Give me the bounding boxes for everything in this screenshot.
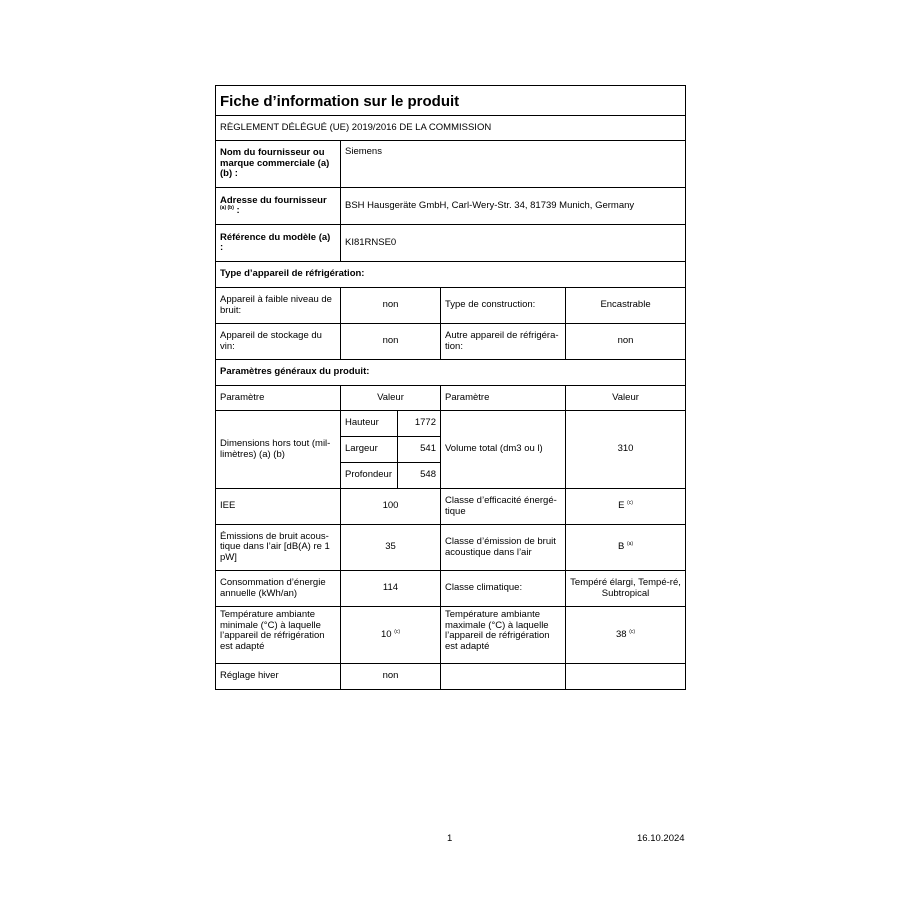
empty-cell bbox=[566, 664, 686, 690]
noise-emission-value: 35 bbox=[341, 525, 441, 571]
supplier-address-label: Adresse du fournisseur $^{(a) (b)}$ : bbox=[216, 188, 341, 225]
product-information-sheet bbox=[215, 85, 685, 690]
min-ambient-temp-value: 10 $^{(c)}$ bbox=[341, 607, 441, 664]
noise-class-value: B $^{(a)}$ bbox=[566, 525, 686, 571]
noise-emission-label: Émissions de bruit acous-tique dans l’air [dB(A) re 1 pW] bbox=[216, 525, 341, 571]
low-noise-label: Appareil à faible niveau de bruit: bbox=[216, 288, 341, 324]
supplier-name-label: Nom du fournisseur ou marque commerciale (a) (b) : bbox=[216, 141, 341, 188]
column-header-value-2: Valeur bbox=[566, 386, 686, 411]
product-sheet-table bbox=[215, 85, 686, 690]
appliance-type-heading: Type d’appareil de réfrigération: bbox=[216, 262, 686, 288]
general-params-heading: Paramètres généraux du produit: bbox=[216, 360, 686, 386]
page-title: Fiche d’information sur le produit bbox=[216, 86, 686, 116]
wine-storage-value: non bbox=[341, 324, 441, 360]
other-appliance-label: Autre appareil de réfrigéra-tion: bbox=[441, 324, 566, 360]
width-label: Largeur bbox=[341, 437, 398, 463]
energy-consumption-label: Consommation d’énergie annuelle (kWh/an) bbox=[216, 571, 341, 607]
supplier-name-value: Siemens bbox=[341, 141, 686, 188]
regulation-text: RÈGLEMENT DÉLÉGUÉ (UE) 2019/2016 DE LA COMMISSION bbox=[216, 116, 686, 141]
energy-class-label: Classe d’efficacité énergé-tique bbox=[441, 489, 566, 525]
height-label: Hauteur bbox=[341, 411, 398, 437]
energy-consumption-value: 114 bbox=[341, 571, 441, 607]
construction-type-label: Type de construction: bbox=[441, 288, 566, 324]
max-ambient-temp-value: 38 $^{(c)}$ bbox=[566, 607, 686, 664]
energy-class-value: E $^{(c)}$ bbox=[566, 489, 686, 525]
page-number: 1 bbox=[447, 833, 453, 844]
total-volume-label: Volume total (dm3 ou l) bbox=[441, 411, 566, 489]
column-header-value: Valeur bbox=[341, 386, 441, 411]
construction-type-value: Encastrable bbox=[566, 288, 686, 324]
depth-label: Profondeur bbox=[341, 463, 398, 489]
column-header-parameter: Paramètre bbox=[216, 386, 341, 411]
height-value: 1772 bbox=[398, 411, 441, 437]
winter-setting-label: Réglage hiver bbox=[216, 664, 341, 690]
climate-class-value: Tempéré élargi, Tempé-ré, Subtropical bbox=[566, 571, 686, 607]
total-volume-value: 310 bbox=[566, 411, 686, 489]
depth-value: 548 bbox=[398, 463, 441, 489]
iee-value: 100 bbox=[341, 489, 441, 525]
footer-date: 16.10.2024 bbox=[637, 833, 685, 844]
min-ambient-temp-label: Température ambiante minimale (°C) à laquelle l’appareil de réfrigération est adapté bbox=[216, 607, 341, 664]
empty-cell bbox=[441, 664, 566, 690]
winter-setting-value: non bbox=[341, 664, 441, 690]
model-reference-label: Référence du modèle (a) : bbox=[216, 225, 341, 262]
supplier-address-value: BSH Hausgeräte GmbH, Carl-Wery-Str. 34, 81739 Munich, Germany bbox=[341, 188, 686, 225]
iee-label: IEE bbox=[216, 489, 341, 525]
model-reference-value: KI81RNSE0 bbox=[341, 225, 686, 262]
width-value: 541 bbox=[398, 437, 441, 463]
max-ambient-temp-label: Température ambiante maximale (°C) à laquelle l’appareil de réfrigération est adapté bbox=[441, 607, 566, 664]
low-noise-value: non bbox=[341, 288, 441, 324]
climate-class-label: Classe climatique: bbox=[441, 571, 566, 607]
column-header-parameter-2: Paramètre bbox=[441, 386, 566, 411]
wine-storage-label: Appareil de stockage du vin: bbox=[216, 324, 341, 360]
other-appliance-value: non bbox=[566, 324, 686, 360]
noise-class-label: Classe d’émission de bruit acoustique dans l’air bbox=[441, 525, 566, 571]
dimensions-label: Dimensions hors tout (mil-limètres) (a) (b) bbox=[216, 411, 341, 489]
